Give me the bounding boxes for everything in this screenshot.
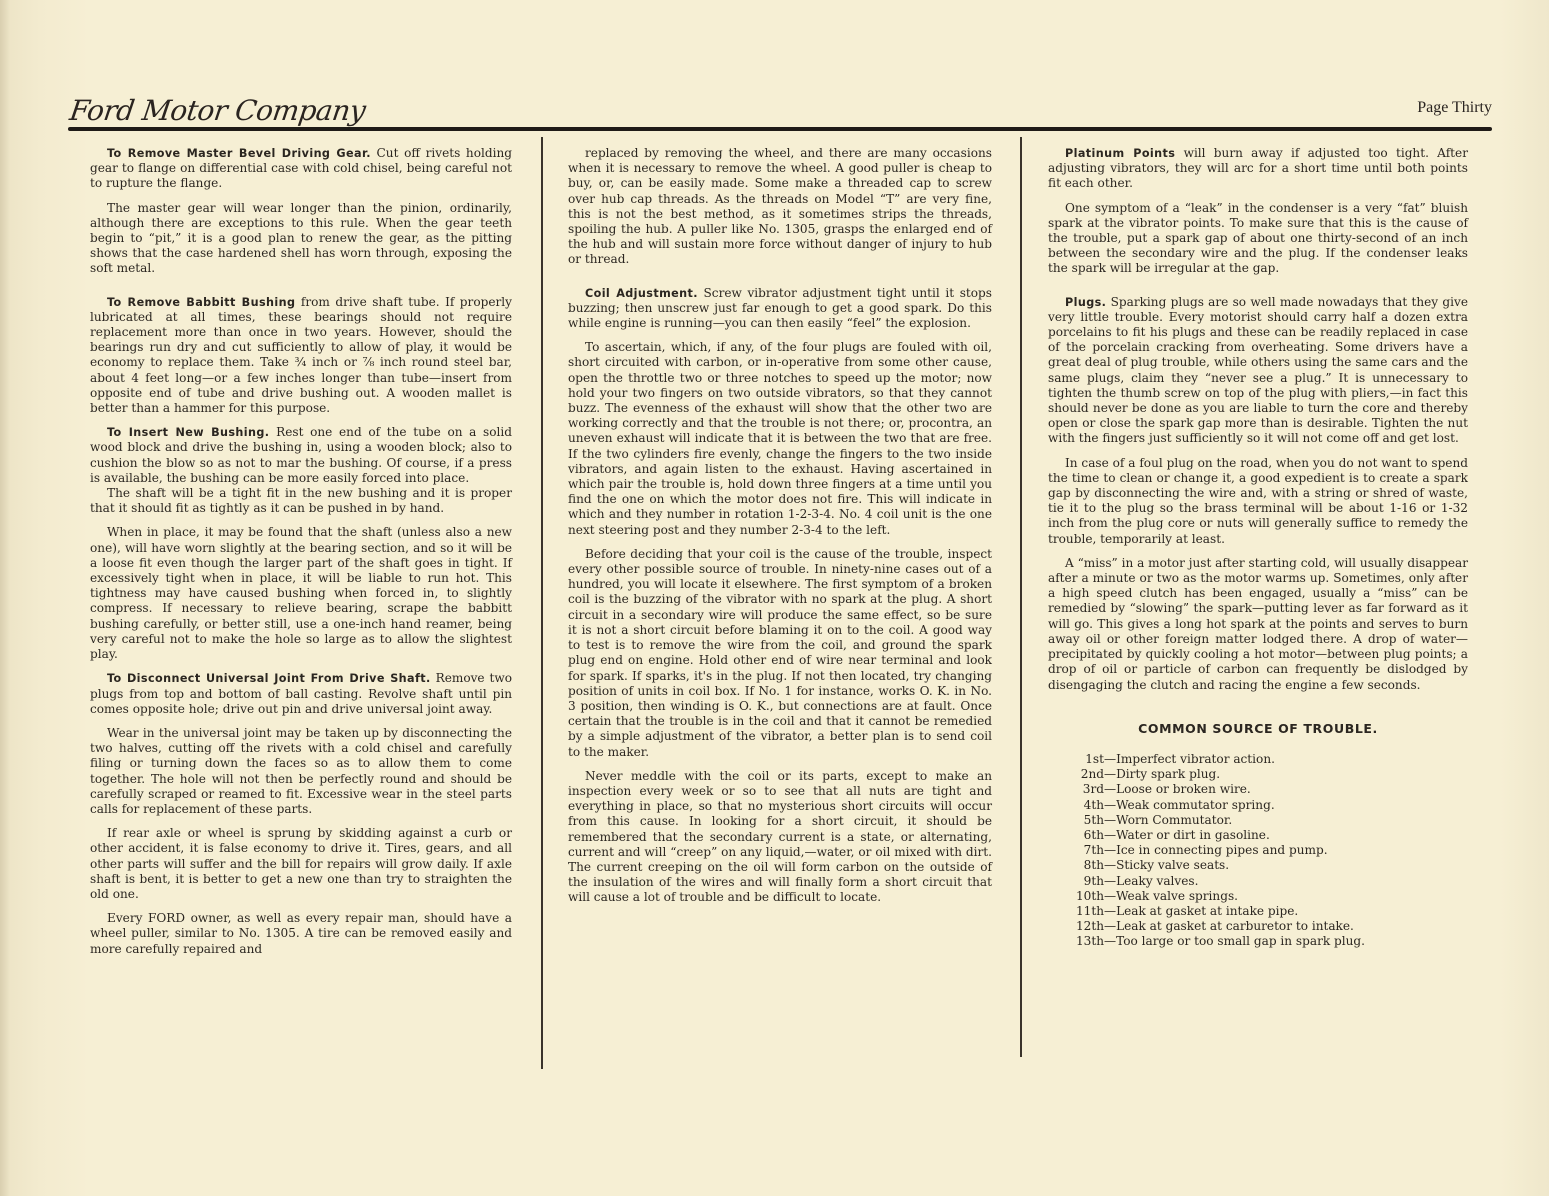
paragraph-text: Before deciding that your coil is the cause of the trouble, inspect every other possible source of trouble. In ninety-nine cases out of a hundred, you will locate it elsewhere. The first symptom of a broken coil is the buzzing of the vibrator with no spark at the plug. A short circuit in a secondary wire will produce the same effect, so be sure it is not a short circuit before blaming it on to the coil. A good way to test is to remove the wire from the coil, and ground the spark plug end on engine. Hold other end of wire near terminal and look for spark. If sparks, it's in the plug. If not then located, try changing position of units in coil box. If No. 1 for instance, works O. K. in No. 3 position, then winding is O. K., but connections are at fault. Once certain that the trouble is in the coil and that it cannot be remedied by a simple adjustment of the vibrator, a better plan is to send coil to the maker.: [568, 546, 992, 759]
paragraph: [1048, 295, 1468, 447]
list-item-text: —Imperfect vibrator action.: [1104, 751, 1275, 766]
paragraph-heading: Platinum Points: [1065, 147, 1176, 160]
list-item: [1070, 919, 1468, 934]
paragraph-text: Sparking plugs are so well made nowadays that they give very little trouble. Every motorist should carry half a dozen extra porcelains to fit his plugs and these can be readily replaced in case of the porcelain cracking from overheating. Some drivers have a great deal of plug trouble, while others using the same cars and the same plugs, claim they “never see a plug.” It is unnecessary to tighten the thumb screw on top of the plug with pliers,—in fact this should never be done as you are liable to turn the core and thereby open or close the spark gap more than is desirable. Tighten the nut with the fingers just sufficiently so it will not come off and get lost.: [1048, 294, 1468, 446]
paragraph: [1048, 456, 1468, 547]
paragraph: [90, 671, 512, 717]
list-item: [1070, 843, 1468, 858]
paragraph: [568, 547, 992, 760]
trouble-list: [1048, 752, 1468, 950]
paragraph-text: Screw vibrator adjustment tight until it stops buzzing; then unscrew just far enough to get a good spark. Do this while engine is running—you can then easily “feel” the explosion.: [568, 285, 992, 331]
paragraph-text: Never meddle with the coil or its parts, except to make an inspection every week or so to see that all nuts are tight and everything in place, so that no mysterious short circuits will occur from this cause. In looking for a short circuit, it should be remembered that the secondary current is a state, or alternating, current and will “creep” on any liquid,—water, or oil mixed with dirt. The current creeping on the oil will form carbon on the outside of the insulation of the wires and will finally form a short circuit that will cause a lot of trouble and be difficult to locate.: [568, 768, 992, 905]
paragraph: [90, 911, 512, 957]
list-item-text: —Too large or too small gap in spark plug.: [1104, 934, 1366, 949]
paragraph-text: Cut off rivets holding gear to flange on differential case with cold chisel, being careful not to rupture the flange.: [90, 146, 513, 191]
list-item: [1070, 889, 1468, 904]
list-item-number: 6th: [1083, 827, 1104, 842]
paragraph: [90, 425, 512, 486]
paragraph: [90, 726, 512, 817]
list-item-number: 13th: [1075, 934, 1104, 949]
paragraph-text: Remove two plugs from top and bottom of ball casting. Revolve shaft until pin comes opposite hole; drive out pin and drive universal joint away.: [90, 671, 512, 716]
paragraph: [1048, 146, 1468, 192]
paragraph: [90, 826, 512, 902]
paragraph: [90, 146, 512, 192]
list-item-text: —Water or dirt in gasoline.: [1104, 827, 1270, 842]
list-item-number: 8th: [1083, 858, 1104, 873]
paragraph: [568, 146, 992, 268]
list-item-text: —Loose or broken wire.: [1104, 782, 1251, 797]
column-divider: [1020, 137, 1022, 1057]
paragraph: [568, 340, 992, 538]
paragraph-text: To ascertain, which, if any, of the four plugs are fouled with oil, short circuited with carbon, or in-operative from some other cause, open the throttle two or three notches to speed up the motor; now hold your two fingers on two outside vibrators, so that they cannot buzz. The evenness of the exhaust will show that the other two are working correctly and that the trouble is not there; or, procontra, an uneven exhaust will indicate that it is between the two that are free. If the two cylinders fire evenly, change the fingers to the two inside vibrators, and again listen to the exhaust. Having ascertained in which pair the trouble is, hold down three fingers at a time until you find the one on which the motor does not fire. This will indicate in which and they number in rotation 1-2-3-4. No. 4 coil unit is the one next steering post and they number 2-3-4 to the left.: [568, 340, 992, 537]
paragraph-text: from drive shaft tube. If properly lubricated at all times, these bearings should not require replacement more than once in two years. However, should the bearings run dry and cut sufficiently to allow of play, it would be economy to replace them. Take ¾ inch or ⅞ inch round steel bar, about 4 feet long—or a few inches longer than tube—insert from opposite end of tube and drive bushing out. A wooden mallet is better than a hammer for this purpose.: [90, 294, 512, 416]
paragraph-text: One symptom of a “leak” in the condenser is a very “fat” bluish spark at the vibrator points. To make sure that this is the cause of the trouble, put a spark gap of about one thirty-second of an inch between the secondary wire and the plug. If the condenser leaks the spark will be irregular at the gap.: [1048, 200, 1468, 276]
list-item: [1070, 798, 1468, 813]
paragraph-heading: Plugs.: [1065, 295, 1107, 309]
list-item: [1070, 752, 1468, 767]
list-item: [1070, 904, 1468, 919]
paragraph-text: The shaft will be a tight fit in the new bushing and it is proper that it should fit as tightly as it can be pushed in by hand.: [90, 486, 512, 516]
paragraph-heading: To Remove Babbitt Bushing: [107, 295, 296, 309]
paragraph: [90, 295, 512, 417]
list-item: [1070, 858, 1468, 873]
list-item-text: —Ice in connecting pipes and pump.: [1104, 843, 1328, 858]
column-1: [90, 146, 512, 966]
header-rule: [68, 127, 1492, 131]
paragraph-text: replaced by removing the wheel, and there are many occasions when it is necessary to remove the wheel. A good puller is cheap to buy, or, can be easily made. Some make a threaded cap to screw over hub cap threads. As the threads on Model “T” are very fine, this is not the best method, as it sometimes strips the threads, spoiling the hub. A puller like No. 1305, grasps the enlarged end of the hub and will sustain more force without danger of injury to hub or thread.: [568, 146, 992, 267]
page-number: Page Thirty: [1417, 99, 1492, 116]
list-item-number: 5th: [1083, 812, 1104, 827]
paragraph-heading: To Disconnect Universal Joint From Drive Shaft.: [107, 672, 431, 686]
list-item: [1070, 767, 1468, 782]
company-logo: Ford Motor Company: [67, 94, 368, 127]
paragraph: [1048, 201, 1468, 277]
section-title-common-trouble: COMMON SOURCE OF TROUBLE.: [1138, 720, 1378, 736]
column-2: [568, 146, 992, 915]
list-item-text: —Leak at gasket at carburetor to intake.: [1104, 919, 1354, 934]
list-item: [1070, 874, 1468, 889]
paragraph-text: Every FORD owner, as well as every repair man, should have a wheel puller, similar to No. 1305. A tire can be removed easily and more carefully repaired and: [90, 911, 512, 956]
paragraph-heading: Coil Adjustment.: [585, 286, 698, 300]
paragraph: [1048, 556, 1468, 693]
list-item-number: 7th: [1083, 843, 1104, 858]
list-item-text: —Weak valve springs.: [1104, 888, 1238, 903]
list-item: [1070, 934, 1468, 949]
paragraph-text: will burn away if adjusted too tight. After adjusting vibrators, they will arc for a short time until both points fit each other.: [1048, 146, 1468, 191]
list-item: [1070, 828, 1468, 843]
list-item-text: —Dirty spark plug.: [1104, 767, 1221, 782]
list-item-number: 2nd: [1080, 767, 1104, 782]
list-item-number: 10th: [1075, 888, 1104, 903]
list-item: [1070, 813, 1468, 828]
list-item-text: —Weak commutator spring.: [1104, 797, 1275, 812]
paragraph-text: Rest one end of the tube on a solid wood block and drive the bushing in, using a wooden block; also to cushion the blow so as not to mar the bushing. Of course, if a press is available, the bushing can be more easily forced into place.: [90, 425, 513, 485]
list-item-number: 11th: [1075, 903, 1104, 918]
paragraph: [90, 201, 512, 277]
list-item-number: 9th: [1083, 873, 1104, 888]
list-item-number: 1st: [1085, 751, 1104, 766]
column-3: [1048, 146, 1468, 950]
list-item-text: —Worn Commutator.: [1104, 812, 1233, 827]
list-item: [1070, 782, 1468, 797]
list-item-text: —Leak at gasket at intake pipe.: [1104, 903, 1299, 918]
paragraph-heading: To Insert New Bushing.: [107, 426, 270, 440]
paragraph-text: If rear axle or wheel is sprung by skidding against a curb or other accident, it is false economy to drive it. Tires, gears, and all other parts will suffer and the bill for repairs will grow daily. If axle shaft is bent, it is better to get a new one than try to straighten the old one.: [90, 826, 512, 901]
paragraph-text: Wear in the universal joint may be taken up by disconnecting the two halves, cutting off the rivets with a cold chisel and carefully filing or turning down the faces so as to allow them to come together. The hole will not then be perfectly round and should be carefully scraped or reamed to fit. Excessive wear in the steel parts calls for replacement of these parts.: [90, 725, 512, 816]
list-item-text: —Sticky valve seats.: [1104, 858, 1230, 873]
paragraph-text: The master gear will wear longer than the pinion, ordinarily, although there are exceptions to this rule. When the gear teeth begin to “pit,” it is a good plan to renew the gear, as the pitting shows that the case hardened shell has worn through, exposing the soft metal.: [90, 200, 512, 276]
list-item-text: —Leaky valves.: [1104, 873, 1199, 888]
binding-shadow: [0, 0, 10, 1196]
list-item-number: 12th: [1075, 919, 1104, 934]
paragraph-heading: To Remove Master Bevel Driving Gear.: [107, 147, 371, 160]
paragraph-text: When in place, it may be found that the shaft (unless also a new one), will have worn slightly at the bearing section, and so it will be a loose fit even though the larger part of the shaft goes in tight. If excessively tight when in place, it will be liable to run hot. This tightness may have caused bushing when forced in, to slightly compress. If necessary to relieve bearing, scrape the babbitt bushing carefully, or better still, use a one-inch hand reamer, being very careful not to make the hole so large as to allow the slightest play.: [90, 525, 512, 662]
paragraph-text: In case of a foul plug on the road, when you do not want to spend the time to clean or change it, a good expedient is to create a spark gap by disconnecting the wire and, with a string or shred of waste, tie it to the plug so the brass terminal will be about 1-16 or 1-32 inch from the plug core or nuts will generally suffice to remedy the trouble, temporarily at least.: [1048, 455, 1468, 546]
paragraph-text: A “miss” in a motor just after starting cold, will usually disappear after a minute or two as the motor warms up. Sometimes, only after a high speed clutch has been engaged, usually a “miss” can be remedied by “slowing” the spark—putting lever as far forward as it will go. This gives a long hot spark at the points and serves to burn away oil or other foreign matter lodged there. A drop of water—precipitated by quickly cooling a hot motor—between plug points; a drop of oil or particle of carbon can frequently be dislodged by disengaging the clutch and racing the engine a few seconds.: [1048, 555, 1468, 692]
column-divider: [541, 137, 543, 1069]
list-item-number: 3rd: [1082, 782, 1104, 797]
list-item-number: 4th: [1083, 797, 1104, 812]
paragraph: [568, 286, 992, 332]
paragraph: [90, 525, 512, 662]
paragraph: [568, 769, 992, 906]
paragraph: [90, 486, 512, 516]
